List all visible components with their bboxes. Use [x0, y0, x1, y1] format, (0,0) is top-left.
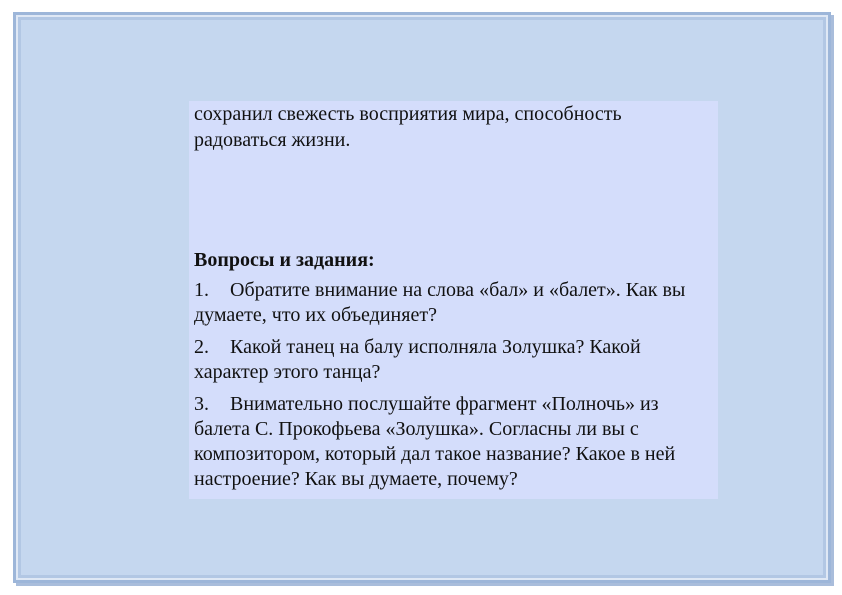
section-heading: Вопросы и задания:	[194, 249, 375, 271]
question-item-2	[194, 335, 710, 385]
question-number: 3.	[194, 393, 209, 415]
question-text: Обратите внимание на слова «бал» и «балет». Как вы думаете, что их объединяет?	[194, 279, 686, 326]
question-text: Внимательно послушайте фрагмент «Полночь» из балета С. Прокофьева «Золушка». Согласны ли вы с композитором, который дал такое название? Какое в ней настроение? Как вы думаете, почему?	[194, 393, 676, 490]
slide-frame	[13, 12, 831, 583]
question-number: 2.	[194, 336, 209, 358]
questions-list	[194, 278, 710, 499]
question-text: Какой танец на балу исполняла Золушка? Какой характер этого танца?	[194, 336, 641, 383]
question-number: 1.	[194, 279, 209, 301]
text-panel	[189, 101, 718, 499]
question-item-3	[194, 392, 710, 492]
question-item-1	[194, 278, 710, 328]
intro-paragraph: сохранил свежесть восприятия мира, способность радоваться жизни.	[194, 103, 622, 151]
